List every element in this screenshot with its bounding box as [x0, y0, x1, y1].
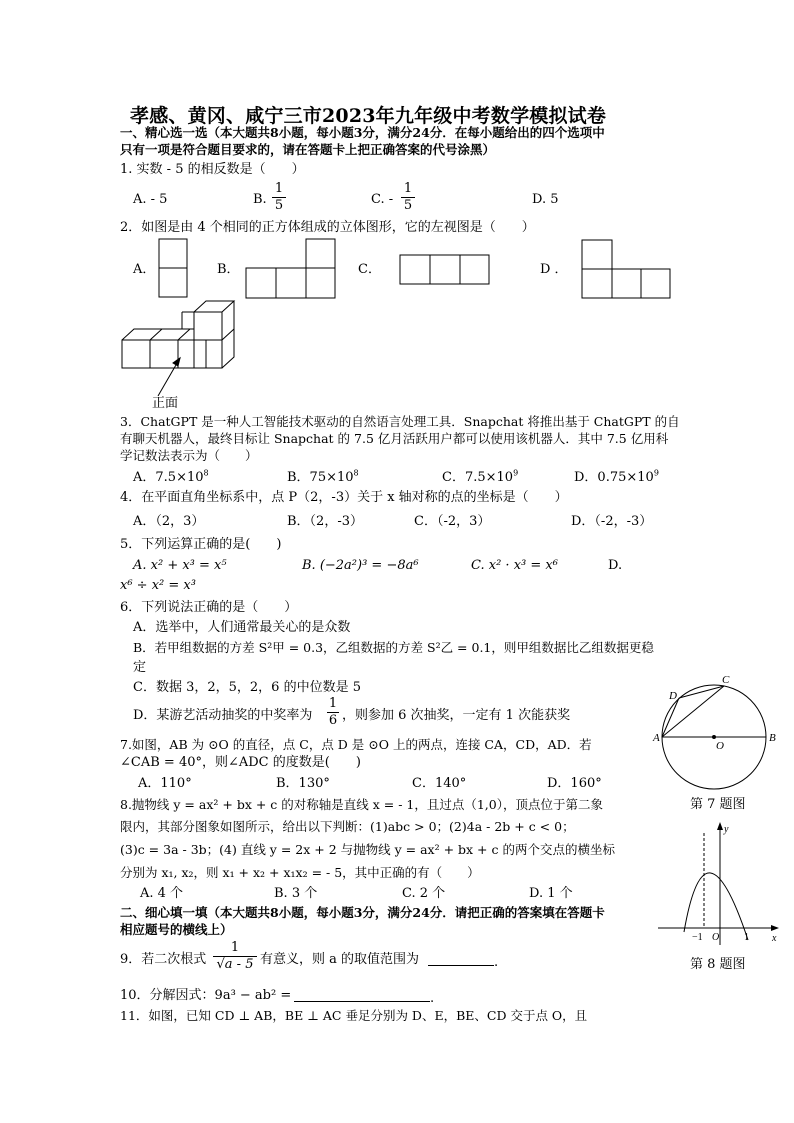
- q7-label-d: D: [669, 690, 677, 702]
- q6-option-d-pre: D．某游艺活动抽奖的中奖率为: [133, 708, 313, 723]
- q8-line4: 分别为 x₁, x₂，则 x₁ + x₂ + x₁x₂ = - 5，其中正确的有（ ）: [120, 865, 480, 880]
- q3-d-base: D．0.75×10: [574, 470, 654, 485]
- q8-label-minus-one: −1: [692, 932, 703, 943]
- q1-option-d: D. 5: [532, 192, 559, 207]
- q2-option-d: D ．: [540, 262, 568, 277]
- q3-b-exp: 8: [353, 468, 359, 478]
- section1-header-line2: 只有一项是符合题目要求的，请在答题卡上把正确答案的代号涂黑）: [120, 142, 496, 157]
- q10-end: .: [430, 991, 435, 1006]
- q6-d-numerator: 1: [328, 696, 338, 711]
- q7-caption: 第 7 题图: [690, 797, 746, 812]
- q8-parabola-curve: [684, 873, 748, 940]
- q3-line3: 学记数法表示为（ ）: [120, 448, 258, 463]
- q3-a-exp: 8: [203, 468, 209, 478]
- q1-option-c-label: C. -: [371, 192, 394, 207]
- q4-option-a: A．（2，3）: [133, 514, 205, 529]
- section2-header-line1: 二、细心填一填（本大题共8小题，每小题3分，满分24分．请把正确的答案填在答题卡: [120, 905, 605, 920]
- q3-c-exp: 9: [513, 468, 519, 478]
- q5-option-d-label: D.: [608, 558, 623, 573]
- q7-option-d: D．160°: [547, 776, 602, 791]
- q6-option-b-line1: B．若甲组数据的方差 S²甲 = 0.3，乙组数据的方差 S²乙 = 0.1，则甲组数据比乙组数据更稳: [133, 640, 654, 655]
- q10-pre: 10．分解因式：9a³ − ab² =: [120, 988, 292, 1003]
- q8-label-one: 1: [744, 932, 749, 943]
- q8-label-x: x: [772, 933, 777, 944]
- q8-label-o: O: [712, 932, 720, 943]
- q4-option-c: C．（-2，3）: [414, 514, 491, 529]
- q6-stem: 6．下列说法正确的是（ ）: [120, 600, 298, 615]
- section2-header-line2: 相应题号的横线上）: [120, 922, 233, 937]
- q7-option-b: B．130°: [276, 776, 330, 791]
- q7-label-a: A: [653, 732, 660, 744]
- q3-b-base: B．75×10: [287, 470, 354, 485]
- q3-c-base: C．7.5×10: [442, 470, 514, 485]
- q7-option-a: A．110°: [138, 776, 192, 791]
- q2-option-c: C．: [358, 262, 381, 277]
- q1-stem: 1. 实数 - 5 的相反数是（ ）: [120, 162, 305, 177]
- q1-c-numerator: 1: [403, 181, 413, 196]
- q3-line1: 3．ChatGPT 是一种人工智能技术驱动的自然语言处理工具．Snapchat 将推出基于 ChatGPT 的自: [120, 414, 680, 429]
- q5-option-c: C. x² · x³ = x⁶: [471, 558, 558, 573]
- q11-line1: 11．如图，已知 CD ⊥ AB，BE ⊥ AC 垂足分别为 D、E，BE、CD 交于点 O，且: [120, 1008, 588, 1023]
- q7-option-c: C．140°: [412, 776, 467, 791]
- q9-numerator: 1: [230, 940, 240, 955]
- q2-front-label: 正面: [152, 396, 179, 411]
- q7-label-c: C: [722, 674, 730, 686]
- q8-label-y: y: [724, 824, 729, 835]
- q7-label-o: O: [716, 740, 724, 752]
- page-title: 孝感、黄冈、咸宁三市2023年九年级中考数学模拟试卷: [130, 105, 607, 127]
- section1-header-line1: 一、精心选一选（本大题共8小题，每小题3分，满分24分．在每小题给出的四个选项中: [120, 125, 605, 140]
- q2-option-b: B．: [217, 262, 240, 277]
- q6-d-denominator: 6: [328, 713, 338, 728]
- q8-option-b: B. 3 个: [274, 886, 318, 901]
- q1-option-b-label: B.: [253, 192, 267, 207]
- q8-option-a: A. 4 个: [140, 886, 184, 901]
- q7-line1: 7.如图，AB 为 ⊙O 的直径，点 C，点 D 是 ⊙O 上的两点，连接 CA，CD，AD．若: [120, 737, 592, 752]
- q8-line1: 8.抛物线 y = ax² + bx + c 的对称轴是直线 x = - 1，且过点（1,0），顶点位于第二象: [120, 797, 603, 812]
- q4-stem: 4．在平面直角坐标系中，点 P（2，-3）关于 x 轴对称的点的坐标是（ ）: [120, 490, 568, 505]
- q9-post: 有意义，则 a 的取值范围为: [260, 952, 420, 967]
- q3-d-exp: 9: [653, 468, 659, 478]
- q6-option-d-post: ，则参加 6 次抽奖，一定有 1 次能获奖: [342, 708, 571, 723]
- q9-fraction: [213, 941, 257, 972]
- q5-option-d-expr: x⁶ ÷ x² = x³: [120, 578, 196, 593]
- q9-denominator: √a - 5: [216, 957, 254, 972]
- q8-option-d: D. 1 个: [529, 886, 573, 901]
- q8-caption: 第 8 题图: [690, 957, 746, 972]
- q8-x-arrow: [771, 925, 779, 931]
- q6-option-b-line2: 定: [133, 660, 147, 675]
- q1-b-denominator: 5: [274, 198, 284, 213]
- q9-pre: 9．若二次根式: [120, 952, 207, 967]
- q3-a-base: A．7.5×10: [133, 470, 204, 485]
- q9-answer-blank: [428, 952, 498, 971]
- q1-option-a: A. - 5: [133, 192, 168, 207]
- q4-option-d: D．（-2，-3）: [571, 514, 653, 529]
- q4-option-b: B．（2，-3）: [287, 514, 363, 529]
- q8-line3: (3)c = 3a - 3b；(4) 直线 y = 2x + 2 与抛物线 y = ax² + bx + c 的两个交点的横坐标: [120, 842, 615, 857]
- q10-answer-blank: [294, 988, 434, 1007]
- q8-line2: 限内，其部分图象如图所示，给出以下判断：(1)abc > 0；(2)4a - 2b + c < 0；: [120, 819, 575, 834]
- q1-b-numerator: 1: [274, 181, 284, 196]
- q7-label-b: B: [769, 732, 776, 744]
- q9-end: .: [494, 955, 499, 970]
- q2-option-a: A．: [133, 262, 156, 277]
- q7-line2: ∠CAB = 40°，则∠ADC 的度数是( ): [120, 755, 361, 770]
- q2-stem: 2．如图是由 4 个相同的正方体组成的立体图形，它的左视图是（ ）: [120, 220, 535, 235]
- q6-option-a: A．选举中，人们通常最关心的是众数: [133, 620, 351, 635]
- q5-stem: 5．下列运算正确的是( ): [120, 537, 282, 552]
- q1-c-denominator: 5: [403, 198, 413, 213]
- q6-option-c: C．数据 3，2，5，2，6 的中位数是 5: [133, 680, 361, 695]
- q5-option-a: A. x² + x³ = x⁵: [133, 558, 227, 573]
- q3-line2: 有聊天机器人，最终目标让 Snapchat 的 7.5 亿月活跃用户都可以使用该机器人．其中 7.5 亿用科: [120, 431, 669, 446]
- q5-option-b: B. (−2a²)³ = −8a⁶: [302, 558, 419, 573]
- q8-option-c: C. 2 个: [402, 886, 446, 901]
- q8-y-arrow: [717, 822, 723, 830]
